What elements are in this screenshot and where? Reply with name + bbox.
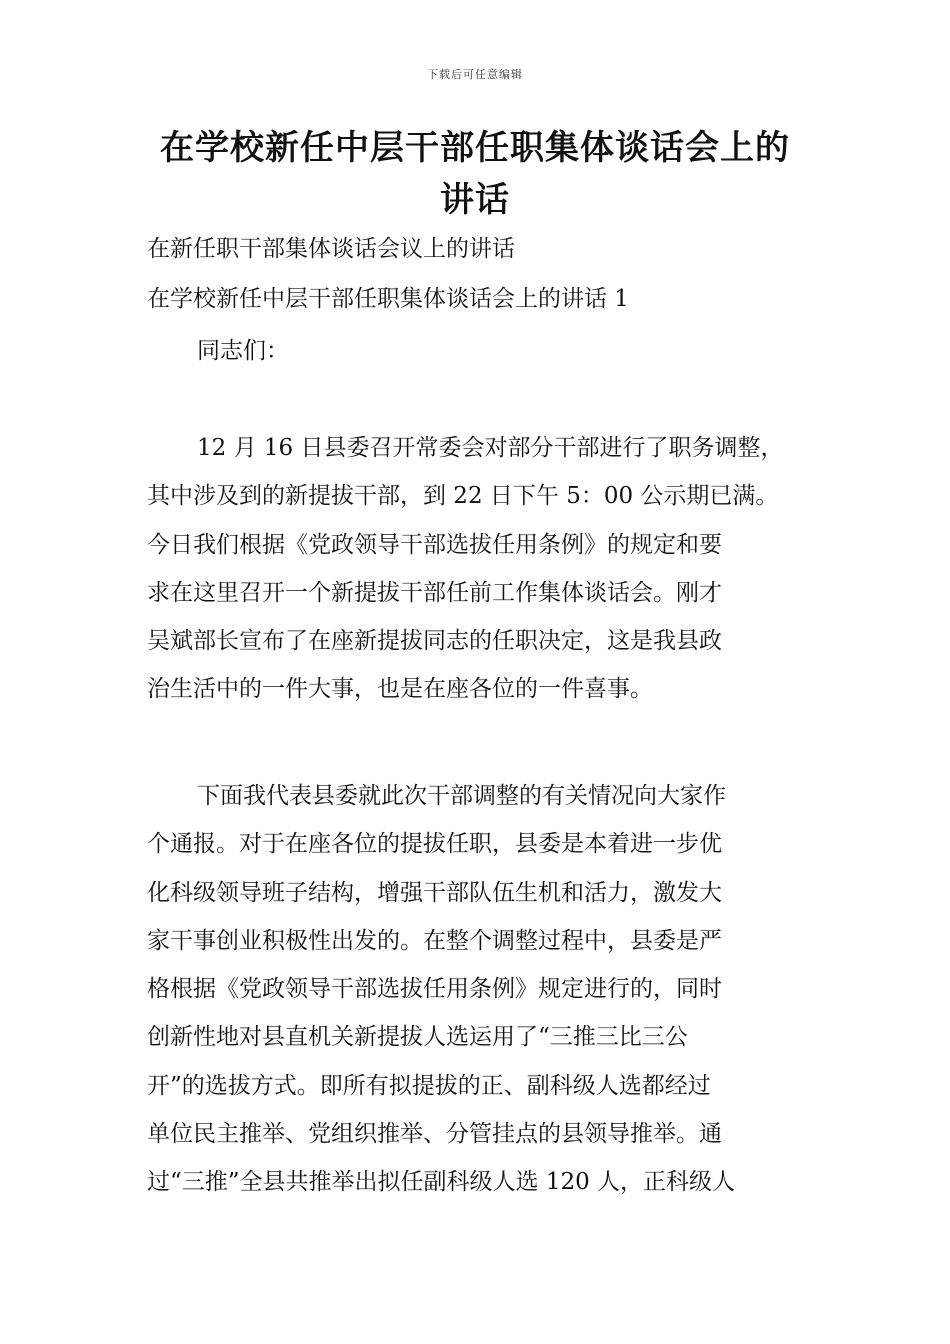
paragraph-line: 化科级领导班子结构，增强干部队伍生机和活力，激发大 bbox=[147, 879, 722, 906]
paragraph-line: 求在这里召开一个新提拔干部任前工作集体谈话会。刚才 bbox=[147, 579, 722, 606]
paragraph-line: 创新性地对县直机关新提拔人选运用了“三推三比三公 bbox=[147, 1024, 688, 1051]
subtitle-2: 在学校新任中层干部任职集体谈话会上的讲话 1 bbox=[147, 286, 629, 312]
paragraph-line: 家干事创业积极性出发的。在整个调整过程中，县委是严 bbox=[147, 927, 722, 954]
salutation: 同志们： bbox=[197, 338, 289, 364]
paragraph-line: 吴斌部长宣布了在座新提拔同志的任职决定，这是我县政 bbox=[147, 628, 722, 655]
document-title bbox=[120, 122, 830, 226]
paragraph-line: 12 月 16 日县委召开常委会对部分干部进行了职务调整， bbox=[197, 435, 784, 461]
paragraph-2 bbox=[147, 772, 817, 1207]
paragraph-line: 开”的选拔方式。即所有拟提拔的正、副科级人选都经过 bbox=[147, 1072, 711, 1099]
paragraph-line: 个通报。对于在座各位的提拔任职，县委是本着进一步优 bbox=[147, 831, 722, 858]
paragraph-line: 格根据《党政领导干部选拔任用条例》规定进行的，同时 bbox=[147, 976, 722, 1003]
title-line-2: 讲话 bbox=[440, 180, 510, 220]
subtitle-1: 在新任职干部集体谈话会议上的讲话 bbox=[147, 236, 515, 262]
paragraph-line: 过“三推”全县共推举出拟任副科级人选 120 人，正科级人 bbox=[147, 1169, 736, 1196]
paragraph-line: 其中涉及到的新提拔干部，到 22 日下午 5：00 公示期已满。 bbox=[147, 483, 779, 510]
paragraph-line: 单位民主推举、党组织推举、分管挂点的县领导推举。通 bbox=[147, 1121, 722, 1148]
paragraph-line: 下面我代表县委就此次干部调整的有关情况向大家作 bbox=[197, 783, 726, 809]
paragraph-line: 治生活中的一件大事，也是在座各位的一件喜事。 bbox=[147, 676, 653, 703]
paragraph-1 bbox=[147, 424, 817, 714]
header-note: 下载后可任意编辑 bbox=[427, 68, 523, 81]
paragraph-line: 今日我们根据《党政领导干部选拔任用条例》的规定和要 bbox=[147, 531, 722, 558]
title-line-1: 在学校新任中层干部任职集体谈话会上的 bbox=[160, 128, 790, 168]
